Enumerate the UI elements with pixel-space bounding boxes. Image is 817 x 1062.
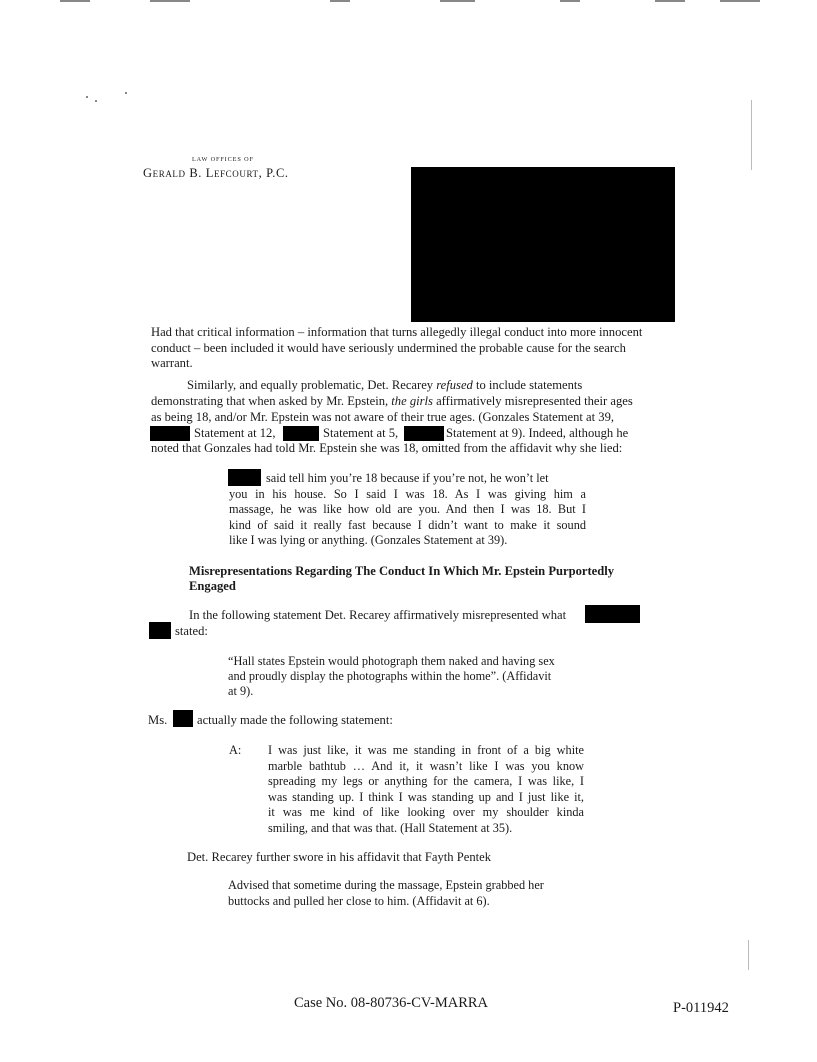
redaction-name xyxy=(585,605,640,623)
p5-text: Det. Recarey further swore in his affidavit that Fayth Pentek xyxy=(187,850,492,864)
redaction-name xyxy=(283,426,319,441)
case-number: Case No. 08-80736-CV-MARRA xyxy=(294,995,489,1011)
quote2-line-2: and proudly display the photographs within the home”. (Affidavit xyxy=(228,669,552,683)
answer-line-3: spreading my legs or anything for the camera, I was like, I xyxy=(268,774,584,788)
p4-prefix: Ms. xyxy=(148,713,168,727)
answer-line-1: I was just like, it was me standing in front of a big white xyxy=(268,743,584,757)
quote2-line-3: at 9). xyxy=(228,684,254,698)
p2-line-1 xyxy=(187,378,582,394)
redaction-name xyxy=(404,426,444,441)
p2-line-3: as being 18, and/or Mr. Epstein was not aware of their true ages. (Gonzales Statement at 39, xyxy=(151,410,615,424)
quote1-line-2: you in his house. So I said I was 18. As I was giving him a xyxy=(229,487,586,501)
quote1-line-3: massage, he was like how old are you. And then I was 18. But I xyxy=(229,502,586,516)
emphasis-refused: refused xyxy=(436,378,473,392)
quote1-line-4: kind of said it really fast because I didn’t want to make it sound xyxy=(229,518,586,532)
p2-line-2-a: demonstrating that when asked by Mr. Epstein, xyxy=(151,394,392,408)
quote1-line-1: said tell him you’re 18 because if you’re not, he won’t let xyxy=(266,471,549,485)
p3-line-1: In the following statement Det. Recarey affirmatively misrepresented what xyxy=(189,608,567,622)
quote3-line-1: Advised that sometime during the massage, Epstein grabbed her xyxy=(228,878,544,892)
p2-line-2-b: affirmatively misrepresented their ages xyxy=(432,394,633,408)
bates-number: P-011942 xyxy=(673,1000,729,1016)
redaction-name xyxy=(149,622,171,639)
answer-line-6: smiling, and that was that. (Hall Statement at 35). xyxy=(268,821,513,835)
answer-line-4: was standing up. I think I was standing up and I just like it, xyxy=(268,790,584,804)
p2-line-4-a: Statement at 12, xyxy=(194,426,276,440)
p1-line-3: warrant. xyxy=(151,356,193,370)
p2-line-1-b: to include statements xyxy=(472,378,583,392)
section-heading-line-2: Engaged xyxy=(189,579,236,593)
emphasis-the-girls: the girls xyxy=(391,394,433,408)
p2-line-4-c: Statement at 9). Indeed, although he xyxy=(446,426,629,440)
redaction-name xyxy=(173,710,193,727)
answer-line-2: marble bathtub … And it, it wasn’t like I was you know xyxy=(268,759,584,773)
p4-text: actually made the following statement: xyxy=(197,713,393,727)
p2-line-4-b: Statement at 5, xyxy=(323,426,399,440)
quote1-line-5: like I was lying or anything. (Gonzales Statement at 39). xyxy=(229,533,508,547)
quote3-line-2: buttocks and pulled her close to him. (Affidavit at 6). xyxy=(228,894,490,908)
firm-name: Gerald B. Lefcourt, P.C. xyxy=(143,166,289,180)
answer-label: A: xyxy=(229,743,242,757)
p1-line-2: conduct – been included it would have seriously undermined the probable cause for the search xyxy=(151,341,626,355)
firm-header-small: LAW OFFICES OF xyxy=(192,156,254,163)
p2-line-1-a: Similarly, and equally problematic, Det. Recarey xyxy=(187,378,437,392)
answer-line-5: it was me kind of like looking over my shoulder kinda xyxy=(268,805,584,819)
redaction-name xyxy=(150,426,190,441)
p1-line-1: Had that critical information – information that turns allegedly illegal conduct into more innocent xyxy=(151,325,643,339)
p2-line-2 xyxy=(151,394,633,410)
quote2-line-1: “Hall states Epstein would photograph them naked and having sex xyxy=(228,654,555,668)
redaction-name xyxy=(228,469,261,486)
redaction-block xyxy=(411,167,675,322)
section-heading-line-1: Misrepresentations Regarding The Conduct In Which Mr. Epstein Purportedly xyxy=(189,564,615,578)
p2-line-5: noted that Gonzales had told Mr. Epstein she was 18, omitted from the affidavit why she lied: xyxy=(151,441,623,455)
p3-line-2: stated: xyxy=(175,624,208,638)
